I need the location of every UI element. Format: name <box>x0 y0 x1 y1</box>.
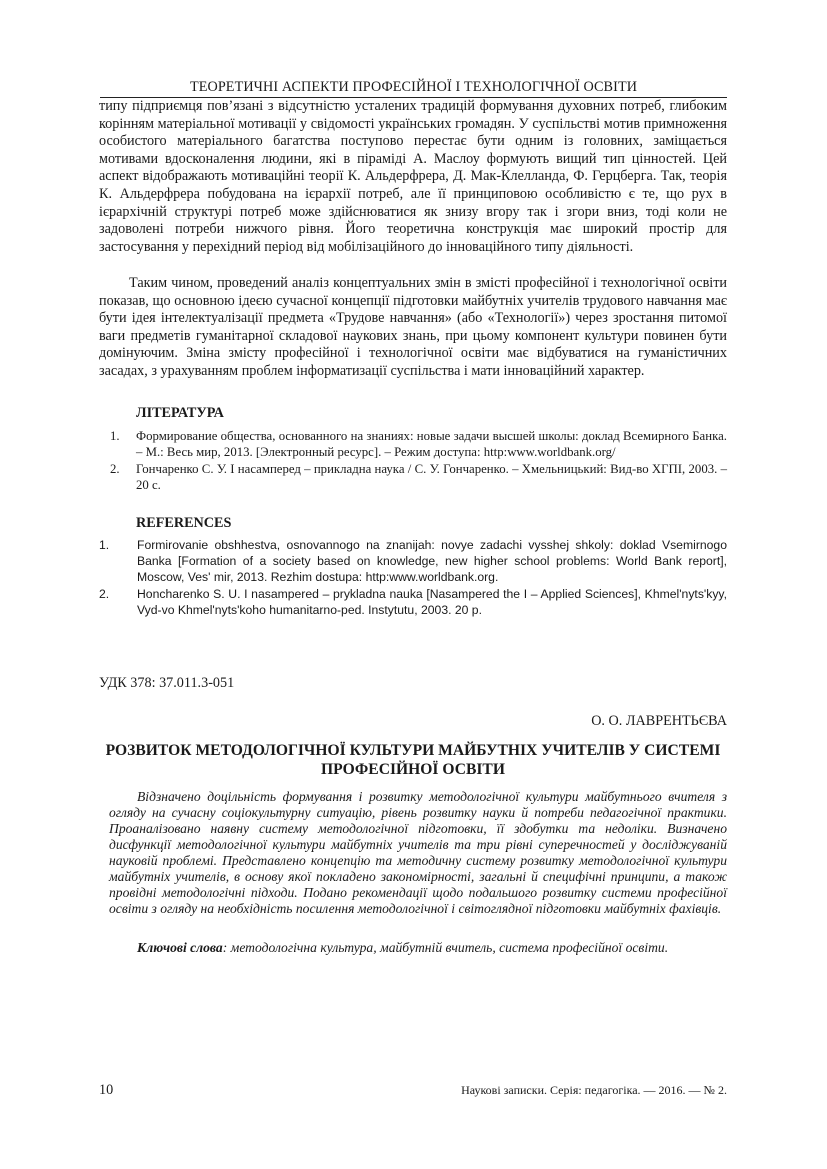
reference-item-number: 2. <box>99 587 110 601</box>
literature-list <box>110 428 727 494</box>
udk-code: УДК 378: 37.011.3-051 <box>99 675 235 691</box>
literature-heading: ЛІТЕРАТУРА <box>136 405 224 421</box>
reference-item-text: Honcharenko S. U. I nasampered – prykladna nauka [Nasampered the I – Applied Sciences], Khmel'nyts'kyy, Vyd-vo Khmel'nyts'koho humanitarno-ped. Instytutu, 2003. 20 р. <box>137 587 727 617</box>
literature-item-number: 1. <box>110 429 120 443</box>
page-number: 10 <box>99 1082 114 1098</box>
article-author: О. О. ЛАВРЕНТЬЄВА <box>591 713 727 729</box>
literature-item <box>110 461 727 493</box>
literature-item <box>110 428 727 460</box>
literature-item-text: Формирование общества, основанного на знаниях: новые задачи высшей школы: доклад Всемирного Банка. – М.: Весь мир, 2013. [Электронный ресурс]. – Режим доступа: http:www.worldbank.org/ <box>136 429 727 459</box>
article-abstract: Відзначено доцільність формування і розвитку методологічної культури майбутнього вчителя з огляду на сучасну соціокультурну ситуацію, рівень розвитку науки й потреби педагогічної практики. Проаналізовано наявну систему методологічної підготовки, її здобутки та недоліки. Визначено дисфункції методологічної культури майбутніх учителів та три рівні суперечностей у досліджуваній науковій проблемі. Представлено концепцію та методичну систему розвитку методологічної культури майбутніх учителів, в основу якої покладено закономірності, загальні й специфічні принципи, а також провідні методологічні підходи. Подано рекомендації щодо подальшого розвитку системи професійної освіти з огляду на необхідність посилення методологічної і світоглядної підготовки майбутніх фахівців. <box>109 789 727 916</box>
references-heading: REFERENCES <box>136 515 232 531</box>
article-title: РОЗВИТОК МЕТОДОЛОГІЧНОЇ КУЛЬТУРИ МАЙБУТНІХ УЧИТЕЛІВ У СИСТЕМІ ПРОФЕСІЙНОЇ ОСВІТИ <box>105 742 721 778</box>
references-list <box>99 537 727 619</box>
keywords-label: Ключові слова <box>137 940 223 955</box>
literature-item-number: 2. <box>110 462 120 476</box>
body-paragraph-1: типу підприємця пов’язані з відсутністю усталених традицій формування духовних потреб, глибоким корінням матеріальної мотивації у свідомості українських громадян. У суспільстві мотив примноження особистого матеріального багатства поступово перестає бути одним із головних, заміщається мотивами вдосконалення людини, які в піраміді А. Маслоу формують вищий тип цінностей. Цей аспект відображають мотиваційні теорії К. Альдерфрера, Д. Мак-Клелланда, Ф. Герцберга. Так, теорія К. Альдерфрера побудована на ієрархії потреб, але її принциповою особливістю є те, що рух в ієрархічній структурі потреб може здійснюватися як знизу вгору так і згори вниз, тоді коли не задоволені потреби нижчого рівня. Його теоретична конструкція має широкий простір для застосування у перехідний період від мобілізаційного до інноваційного типу діяльності. <box>99 98 727 255</box>
reference-item <box>99 586 727 618</box>
body-paragraph-2: Таким чином, проведений аналіз концептуальних змін в змісті професійної і технологічної освіти показав, що основною ідеєю сучасної концепції підготовки майбутніх учителів трудового навчання має бути ідея інтелектуалізації предмета «Трудове навчання» (або «Технології») через зростання питомої ваги предметів гуманітарної складової наукових знань, при цьому компонент культури повинен бути домінуючим. Зміна змісту професійної і технологічної освіти має відбуватися на гуманістичних засадах, з урахуванням проблем інформатизації суспільства і мати інноваційний характер. <box>99 275 727 379</box>
reference-item-number: 1. <box>99 538 110 552</box>
keywords-line <box>137 940 727 956</box>
reference-item <box>99 537 727 585</box>
journal-footer: Наукові записки. Серія: педагогіка. — 2016. — № 2. <box>461 1083 727 1097</box>
literature-item-text: Гончаренко С. У. І насамперед – прикладна наука / С. У. Гончаренко. – Хмельницький: Вид-во ХГПІ, 2003. – 20 с. <box>136 462 727 492</box>
running-header: ТЕОРЕТИЧНІ АСПЕКТИ ПРОФЕСІЙНОЇ І ТЕХНОЛОГІЧНОЇ ОСВІТИ <box>189 79 638 95</box>
reference-item-text: Formirovanie obshhestva, osnovannogo na znanijah: novye zadachi vysshej shkoly: doklad Vsemirnogo Banka [Formation of a society based on knowledge, new higher school problems: World Bank report], Moscow, Ves' mir, 2013. Rezhim dostupa: http:www.worldbank.org. <box>137 538 727 584</box>
keywords-text: : методологічна культура, майбутній вчитель, система професійної освіти. <box>222 940 669 955</box>
